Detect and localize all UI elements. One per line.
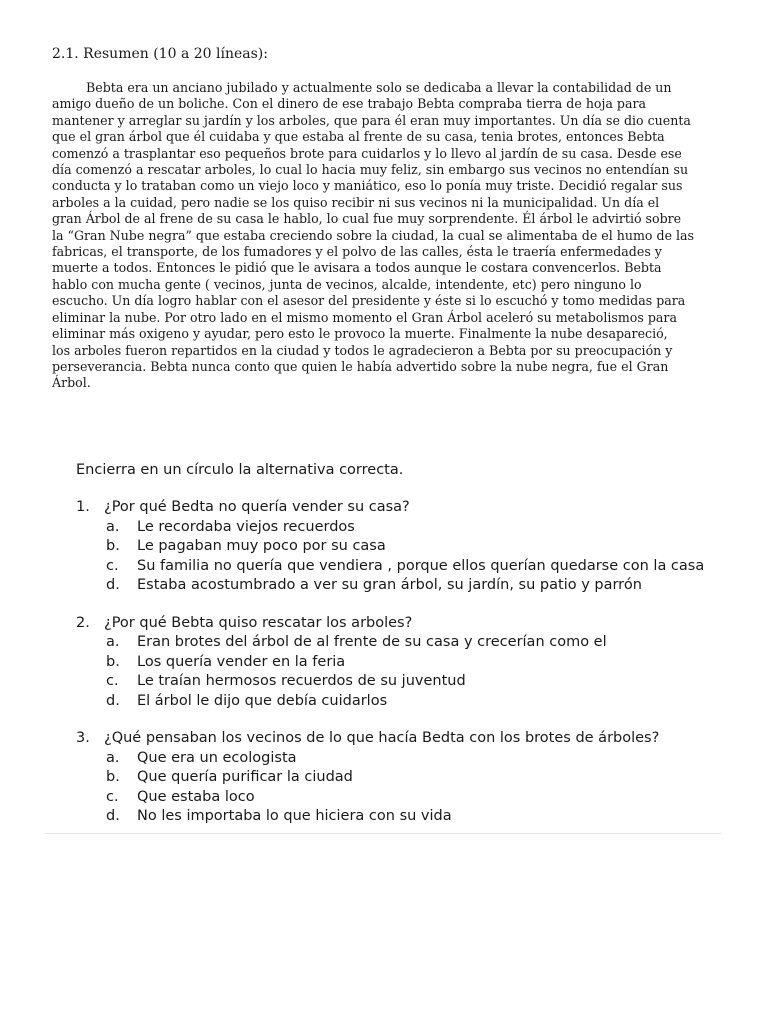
option-c[interactable]	[106, 557, 736, 577]
option-a[interactable]	[106, 518, 736, 538]
question-label: ¿Qué pensaban los vecinos de lo que hacía Bedta con los brotes de árboles?	[104, 730, 660, 746]
option-letter: b.	[106, 538, 120, 554]
option-text: El árbol le dijo que debía cuidarlos	[137, 692, 388, 709]
question-3	[76, 729, 736, 827]
summary-line: gran Árbol de al frene de su casa le hablo, lo cual fue muy sorprendente. Él árbol le advirtió sobre	[52, 211, 682, 227]
page-divider	[44, 833, 722, 834]
option-letter: c.	[106, 673, 119, 689]
question-number: 1.	[76, 499, 90, 515]
summary-line: arboles a la cuidad, pero nadie se los quiso recibir ni sus vecinos ni la municipalidad. Un día el	[52, 194, 660, 210]
option-text: Que estaba loco	[137, 788, 255, 805]
option-a[interactable]	[106, 633, 736, 653]
summary-line: fabricas, el transporte, de los fumadores y el polvo de las calles, ésta le traería enfermedades y	[52, 244, 662, 260]
option-letter: c.	[106, 557, 119, 574]
question-text	[76, 729, 736, 749]
option-letter: c.	[106, 788, 119, 805]
question-2	[76, 614, 736, 712]
summary-line: mantener y arreglar su jardín y los arboles, que para él eran muy importantes. Un día se dio cuenta	[52, 112, 691, 128]
summary-line: día comenzó a rescatar arboles, lo cual lo hacia muy feliz, sin embargo sus vecinos no entendían su	[52, 162, 689, 178]
summary-line: la “Gran Nube negra” que estaba creciendo sobre la ciudad, la cual se alimentaba de el humo de las	[52, 227, 695, 243]
option-text: Le traían hermosos recuerdos de su juventud	[137, 673, 466, 689]
quiz-section	[76, 462, 736, 845]
question-label: ¿Por qué Bebta quiso rescatar los arboles?	[104, 614, 413, 631]
option-text: Los quería vender en la feria	[137, 653, 346, 670]
option-c[interactable]	[106, 788, 736, 808]
option-letter: b.	[106, 653, 120, 670]
option-letter: b.	[106, 769, 120, 785]
summary-line: perseverancia. Bebta nunca conto que quien le había advertido sobre la nube negra, fue el Gran	[52, 358, 669, 374]
option-text: Estaba acostumbrado a ver su gran árbol, su jardín, su patio y parrón	[137, 577, 642, 593]
option-b[interactable]	[106, 537, 736, 557]
summary-line: escucho. Un día logro hablar con el asesor del presidente y éste si lo escuchó y tomo medidas para	[52, 293, 686, 309]
question-text	[76, 614, 736, 634]
option-text: Eran brotes del árbol de al frente de su casa y crecerían como el	[137, 634, 607, 650]
summary-line: comenzó a trasplantar eso pequeños brote para cuidarlos y lo llevo al jardín de su casa. Desde ese	[52, 145, 682, 161]
question-text	[76, 498, 736, 518]
option-letter: a.	[106, 518, 120, 535]
summary-line: eliminar la nube. Por otro lado en el mismo momento el Gran Árbol aceleró su metabolismos para	[52, 309, 677, 325]
summary-line: hablo con mucha gente ( vecinos, junta de vecinos, alcalde, intendente, etc) pero ninguno lo	[52, 276, 642, 292]
option-a[interactable]	[106, 749, 736, 769]
option-d[interactable]	[106, 807, 736, 827]
option-d[interactable]	[106, 692, 736, 712]
options-list	[76, 518, 736, 596]
summary-line: amigo dueño de un boliche. Con el dinero de ese trabajo Bebta compraba tierra de hoja para	[52, 96, 647, 112]
summary-line: Árbol.	[52, 375, 91, 391]
option-text: Su familia no quería que vendiera , porque ellos querían quedarse con la casa	[137, 557, 705, 574]
option-letter: d.	[106, 692, 120, 709]
option-letter: a.	[106, 749, 120, 766]
summary-line: muerte a todos. Entonces le pidió que le avisara a todos aunque le costara convencerlos. Bebta	[52, 260, 662, 276]
option-text: Que era un ecologista	[137, 749, 297, 766]
options-list	[76, 633, 736, 711]
option-text: No les importaba lo que hiciera con su vida	[137, 808, 452, 824]
summary-heading: 2.1. Resumen (10 a 20 líneas):	[52, 46, 268, 62]
summary-line: Bebta era un anciano jubilado y actualmente solo se dedicaba a llevar la contabilidad de un	[86, 80, 672, 95]
summary-line: eliminar más oxigeno y ayudar, pero esto le provoco la muerte. Finalmente la nube desapareció,	[52, 326, 668, 342]
option-text: Le pagaban muy poco por su casa	[137, 538, 386, 554]
option-d[interactable]	[106, 576, 736, 596]
option-letter: d.	[106, 577, 120, 593]
summary-paragraph	[52, 80, 712, 392]
option-b[interactable]	[106, 653, 736, 673]
options-list	[76, 749, 736, 827]
option-text: Que quería purificar la ciudad	[137, 769, 353, 785]
option-text: Le recordaba viejos recuerdos	[137, 518, 355, 535]
option-b[interactable]	[106, 768, 736, 788]
summary-line: conducta y lo trataban como un viejo loco y maniático, eso lo ponía muy triste. Decidió regalar sus	[52, 178, 683, 194]
question-number: 3.	[76, 730, 90, 746]
question-number: 2.	[76, 614, 90, 631]
option-letter: a.	[106, 634, 120, 650]
question-1	[76, 498, 736, 596]
question-label: ¿Por qué Bedta no quería vender su casa?	[104, 499, 410, 515]
quiz-instruction: Encierra en un círculo la alternativa correcta.	[76, 462, 404, 478]
summary-line: los arboles fueron repartidos en la ciudad y todos le agradecieron a Bebta por su preocupación y	[52, 342, 673, 358]
option-c[interactable]	[106, 672, 736, 692]
option-letter: d.	[106, 808, 120, 824]
summary-line: que el gran árbol que él cuidaba y que estaba al frente de su casa, tenia brotes, entonces Bebta	[52, 129, 665, 145]
